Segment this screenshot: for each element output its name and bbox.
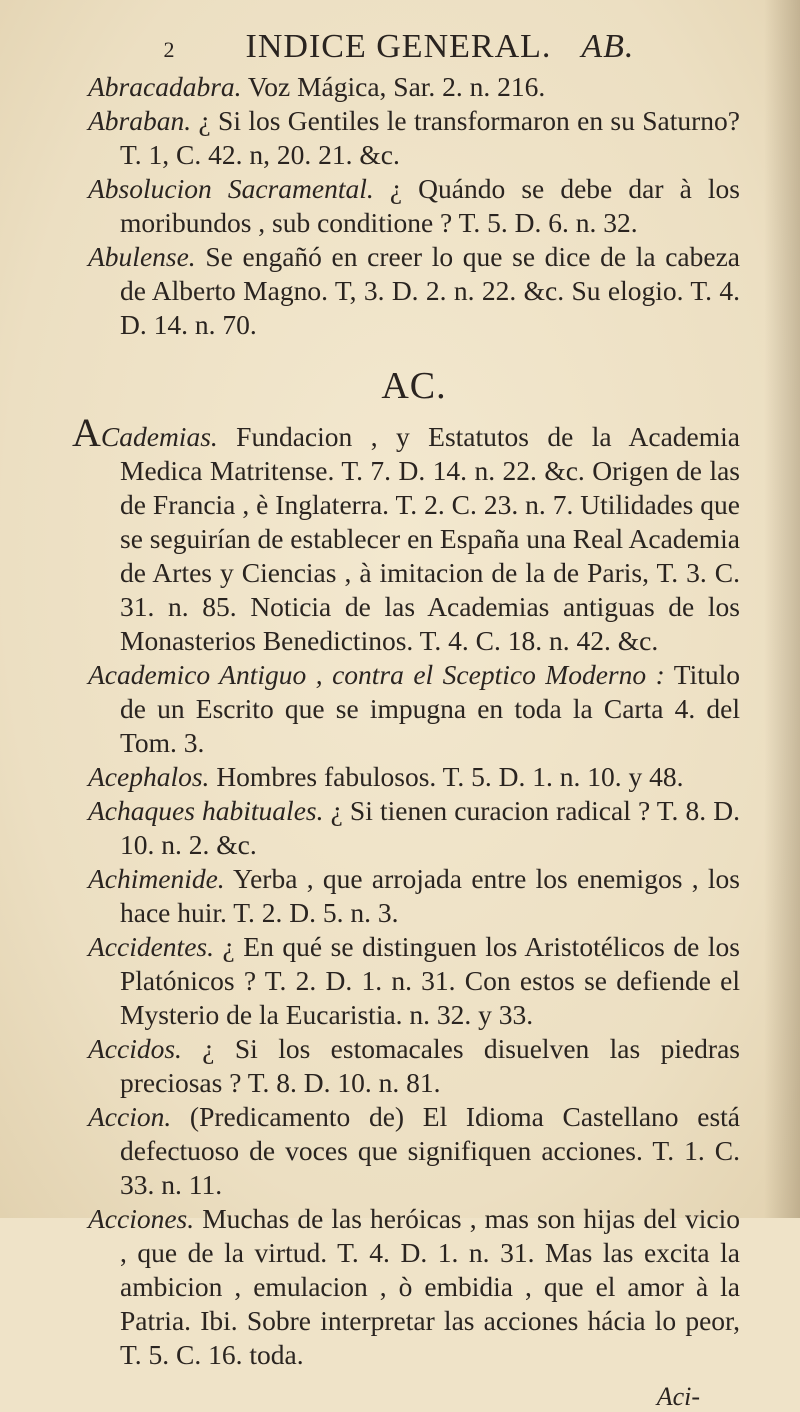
entry-text: Yerba , que arrojada entre los enemigos , los hace huir. T. 2. D. 5. n. 3.: [120, 863, 740, 928]
initial-letter: A: [72, 410, 101, 455]
index-entry: [88, 240, 740, 342]
entry-term: Acephalos.: [88, 761, 210, 792]
entry-text: Hombres fabulosos. T. 5. D. 1. n. 10. y 48.: [209, 761, 684, 792]
entry-text: Voz Mágica, Sar. 2. n. 216.: [241, 71, 546, 102]
index-entry: [72, 410, 740, 658]
index-entry: [88, 930, 740, 1032]
index-entry: [88, 1202, 740, 1372]
entry-text: Titulo de un Escrito que se impugna en toda la Carta 4. del Tom. 3.: [120, 659, 741, 758]
index-entry: [88, 794, 740, 862]
entry-term: Abulense.: [88, 241, 196, 272]
entry-text: ¿ En qué se distinguen los Aristotélicos de los Platónicos ? T. 2. D. 1. n. 31. Con estos se defiende el Mysterio de la Eucaristia. n. 32. y 33.: [120, 931, 740, 1030]
entry-term: Accidentes.: [88, 931, 214, 962]
entry-text: ¿ Quándo se debe dar à los moribundos , sub conditione ? T. 5. D. 6. n. 32.: [120, 173, 740, 238]
page-number: 2: [163, 37, 176, 62]
entry-term: Achaques habituales.: [88, 795, 324, 826]
entry-text: Se engañó en creer lo que se dice de la cabeza de Alberto Magno. T, 3. D. 2. n. 22. &c. Su elogio. T. 4. D. 14. n. 70.: [120, 241, 740, 340]
catchword: Aci-: [656, 1382, 700, 1411]
index-entry: [88, 658, 740, 760]
entry-text: ¿ Si los Gentiles le transformaron en su Saturno? T. 1, C. 42. n, 20. 21. &c.: [120, 105, 740, 170]
entry-term: Absolucion Sacramental.: [88, 173, 374, 204]
index-letters: AB.: [581, 28, 635, 65]
index-title: INDICE GENERAL.: [245, 28, 552, 65]
entry-term: Academico Antiguo , contra el Sceptico Moderno :: [88, 659, 665, 690]
entry-term: Acciones.: [88, 1203, 195, 1234]
entry-text: Fundacion , y Estatutos de la Academia Medica Matritense. T. 7. D. 14. n. 22. &c. Origen de las de Francia , è Inglaterra. T. 2. C. 23. n. 7. Utilidades que se seguirían de establecer en España una Real Academia de Artes y Ciencias , à imitacion de la de Paris, T. 3. C. 31. n. 85. Noticia de las Academias antiguas de los Monasterios Benedictinos. T. 4. C. 18. n. 42. &c.: [120, 421, 740, 656]
entry-term: Achimenide.: [88, 863, 225, 894]
index-entry: [88, 172, 740, 240]
page-shadow: [764, 0, 800, 1218]
index-entry: [88, 1032, 740, 1100]
entry-term: Cademias.: [100, 421, 218, 452]
index-entry: [88, 862, 740, 930]
running-head: [58, 28, 740, 66]
entry-text: (Predicamento de) El Idioma Castellano está defectuoso de voces que signifiquen acciones. T. 1. C. 33. n. 11.: [120, 1101, 740, 1200]
index-entry: [88, 1100, 740, 1202]
section-heading: AC.: [381, 365, 447, 407]
entry-term: Abracadabra.: [88, 71, 242, 102]
index-entry: [88, 70, 740, 104]
entry-text: Muchas de las heróicas , mas son hijas del vicio , que de la virtud. T. 4. D. 1. n. 31. Mas las excita la ambicion , emulacion , ò embidia , que el amor à la Patria. Ibi. Sobre interpretar las acciones hácia lo peor, T. 5. C. 16. toda.: [120, 1203, 740, 1370]
entry-term: Accion.: [88, 1101, 172, 1132]
index-entry: [88, 104, 740, 172]
index-entry: [88, 760, 740, 794]
entry-term: Accidos.: [88, 1033, 182, 1064]
entry-term: Abraban.: [88, 105, 192, 136]
entry-text: ¿ Si los estomacales disuelven las piedras preciosas ? T. 8. D. 10. n. 81.: [120, 1033, 740, 1098]
entry-text: ¿ Si tienen curacion radical ? T. 8. D. 10. n. 2. &c.: [120, 795, 740, 860]
